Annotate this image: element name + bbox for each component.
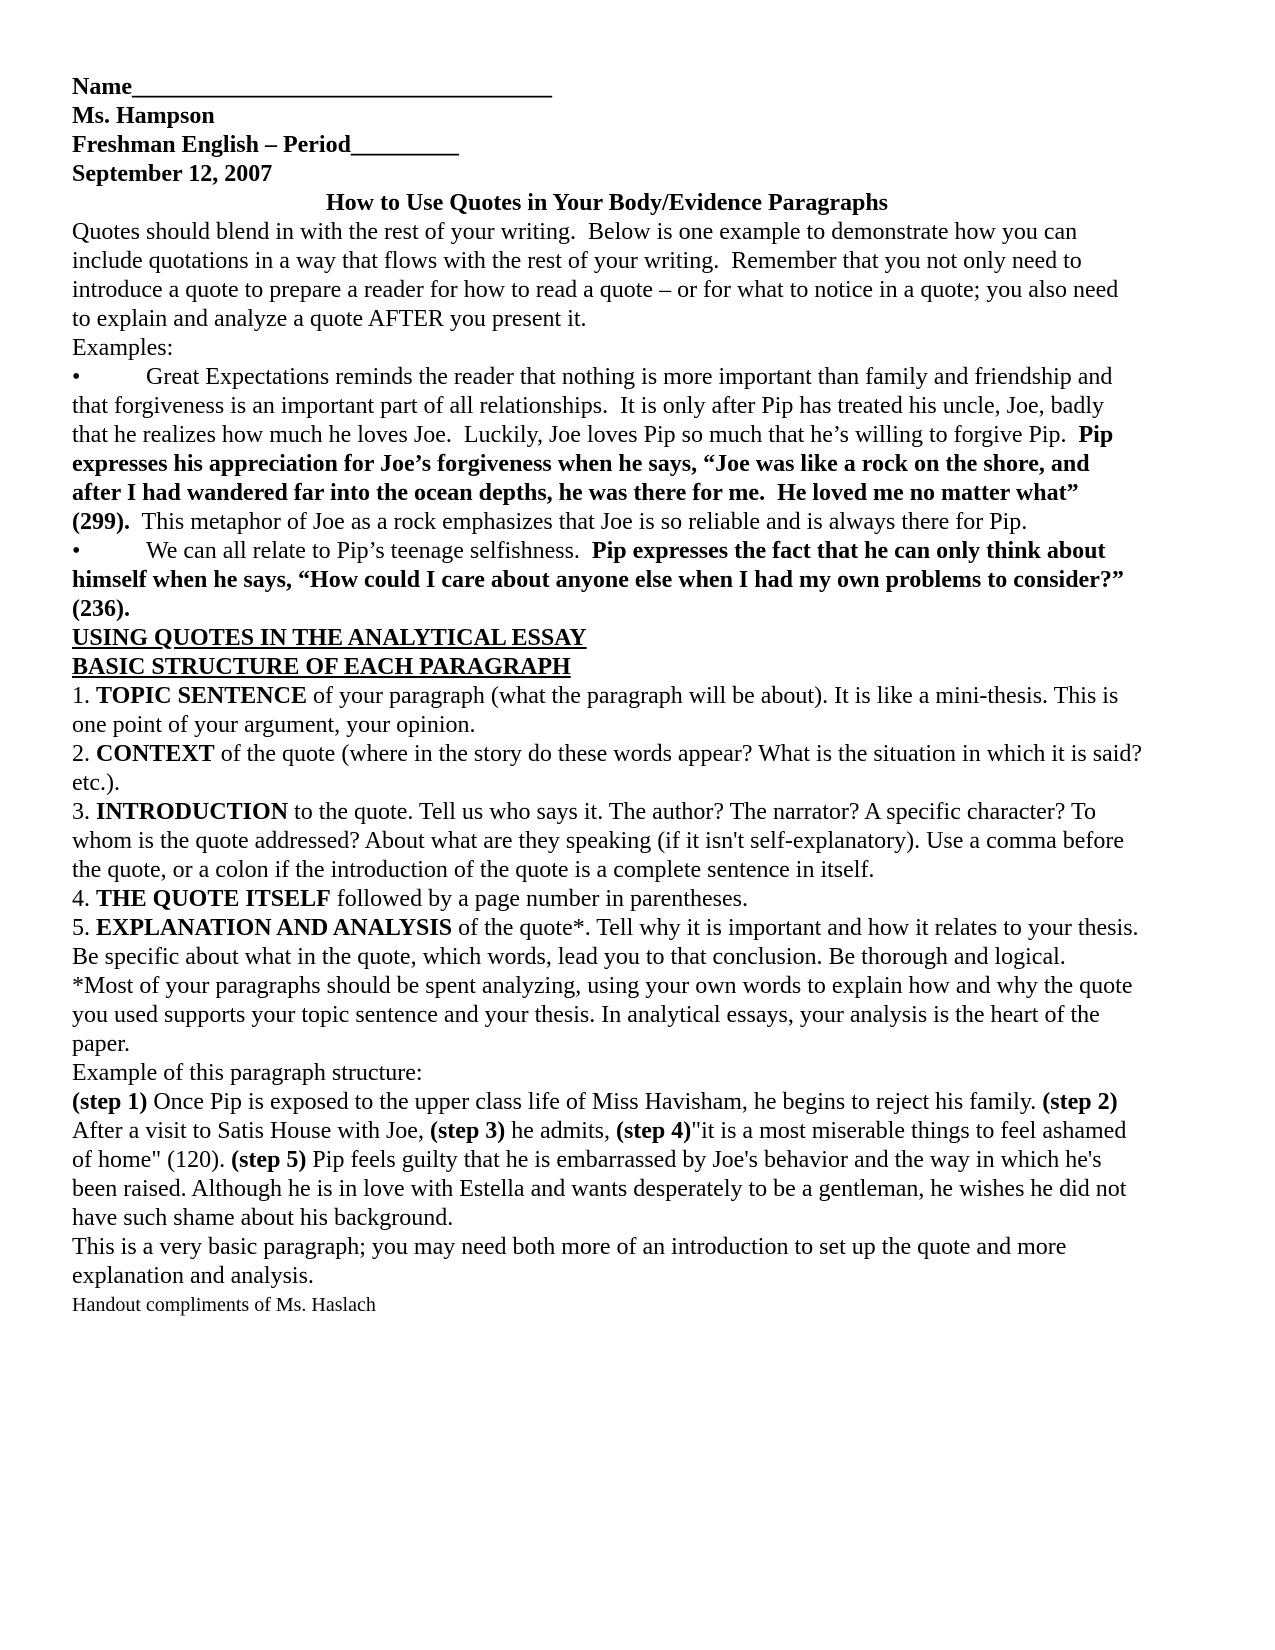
bullet-icon: • <box>72 364 81 390</box>
step-item-3: 3. INTRODUCTION to the quote. Tell us who says it. The author? The narrator? A specific character? To whom is the quote addressed? About what are they speaking (if it isn't self-explanatory). Use a comma before the quote, or a colon if the introduction of the quote is a complete sentence in itself. <box>72 799 1131 883</box>
closing-paragraph: This is a very basic paragraph; you may need both more of an introduction to set up the quote and more explanation and analysis. <box>72 1234 1073 1289</box>
intro-paragraph: Quotes should blend in with the rest of your writing. Below is one example to demonstrate how you can include quotations in a way that flows with the rest of your writing. Remember that you not only need to introduce a quote to prepare a reader for how to read a quote – or for what to notice in a quote; you also need to explain and analyze a quote AFTER you present it. <box>72 219 1125 332</box>
step-item-4: 4. THE QUOTE ITSELF followed by a page number in parentheses. <box>72 886 748 912</box>
example-bullet-2-text: We can all relate to Pip’s teenage selfishness. Pip expresses the fact that he can only think about himself when he says, “How could I care about anyone else when I had my own problems to consider?” (236). <box>72 538 1130 622</box>
example-bullet-1 <box>72 363 1142 537</box>
bullet-icon: • <box>72 538 81 564</box>
example-bullet-1-text: Great Expectations reminds the reader that nothing is more important than family and friendship and that forgiveness is an important part of all relationships. It is only after Pip has treated his uncle, Joe, badly that he realizes how much he loves Joe. Luckily, Joe loves Pip so much that he’s willing to forgive Pip. Pip expresses his appreciation for Joe’s forgiveness when he says, “Joe was like a rock on the shore, and after I had wandered far into the ocean depths, he was there for me. He loved me no matter what” (299). This metaphor of Joe as a rock emphasizes that Joe is so reliable and is always there for Pip. <box>72 364 1120 535</box>
document-header <box>72 73 1142 189</box>
example-bullet-2 <box>72 537 1142 624</box>
examples-label: Examples: <box>72 335 174 361</box>
step-item-1: 1. TOPIC SENTENCE of your paragraph (what the paragraph will be about). It is like a mini-thesis. This is one point of your argument, your opinion. <box>72 683 1125 738</box>
analysis-footnote: *Most of your paragraphs should be spent analyzing, using your own words to explain how and why the quote you used supports your topic sentence and your thesis. In analytical essays, your analysis is the heart of the paper. <box>72 973 1139 1057</box>
heading-using-quotes: USING QUOTES IN THE ANALYTICAL ESSAY <box>72 625 587 651</box>
course-period-line: Freshman English – Period_________ <box>72 132 459 158</box>
example-structure-label: Example of this paragraph structure: <box>72 1060 423 1086</box>
footer-credit: Handout compliments of Ms. Haslach <box>72 1294 376 1316</box>
name-line: Name___________________________________ <box>72 74 552 100</box>
heading-basic-structure: BASIC STRUCTURE OF EACH PARAGRAPH <box>72 654 571 680</box>
document-title: How to Use Quotes in Your Body/Evidence Paragraphs <box>325 190 889 216</box>
step-item-2: 2. CONTEXT of the quote (where in the story do these words appear? What is the situation in which it is said? etc.). <box>72 741 1149 796</box>
example-structure-paragraph: (step 1) Once Pip is exposed to the upper class life of Miss Havisham, he begins to reject his family. (step 2) After a visit to Satis House with Joe, (step 3) he admits, (step 4)"it is a most miserable things to feel ashamed of home" (120). (step 5) Pip feels guilty that he is embarrassed by Joe's behavior and the way in which he's been raised. Although he is in love with Estella and wants desperately to be a gentleman, he wishes he did not have such shame about his background. <box>72 1089 1133 1231</box>
teacher-line: Ms. Hampson <box>72 103 215 129</box>
date-line: September 12, 2007 <box>72 161 273 187</box>
step-item-5: 5. EXPLANATION AND ANALYSIS of the quote*. Tell why it is important and how it relates to your thesis. Be specific about what in the quote, which words, lead you to that conclusion. Be thorough and logical. <box>72 915 1145 970</box>
